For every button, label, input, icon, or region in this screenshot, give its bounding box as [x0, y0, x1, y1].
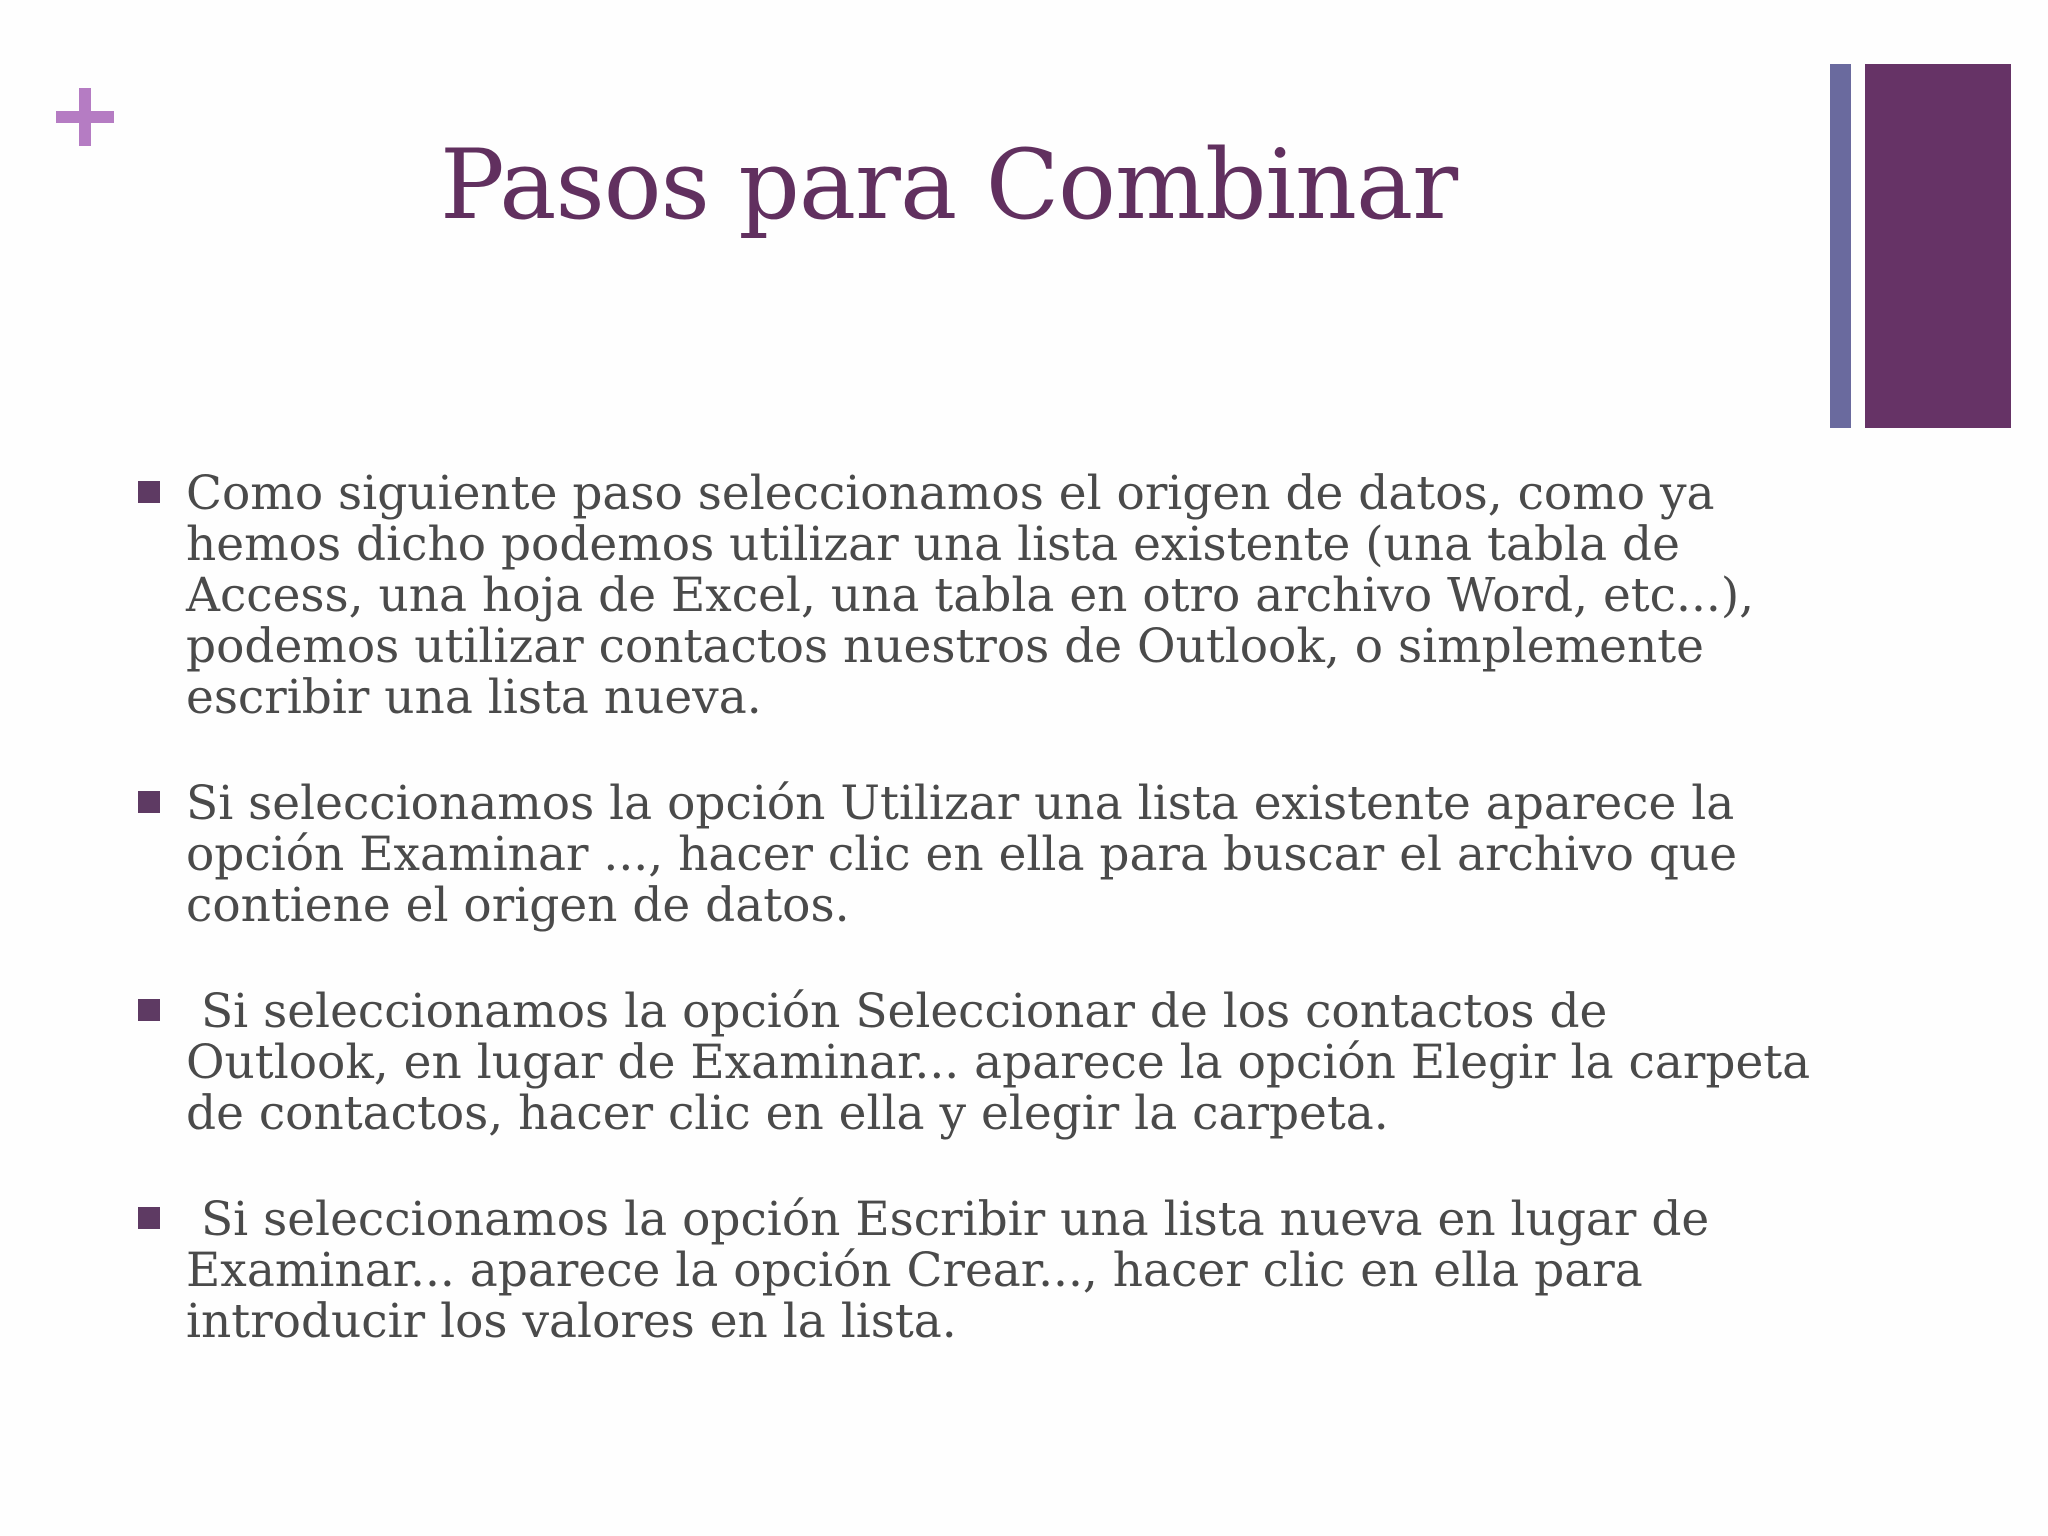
bullet-item [138, 1194, 1818, 1347]
slide-title: Pasos para Combinar [440, 129, 1458, 241]
plus-icon [56, 88, 114, 146]
square-bullet-icon [138, 1207, 160, 1229]
bullet-item [138, 778, 1818, 931]
square-bullet-icon [138, 791, 160, 813]
bullet-text: Como siguiente paso seleccionamos el origen de datos, como ya hemos dicho podemos utilizar una lista existente (una tabla de Access, una hoja de Excel, una tabla en otro archivo Word, etc...), podemos utilizar contactos nuestros de Outlook, o simplemente escribir una lista nueva. [186, 466, 1770, 725]
square-bullet-icon [138, 481, 160, 503]
bullet-text: Si seleccionamos la opción Escribir una lista nueva en lugar de Examinar... aparece la opción Crear..., hacer clic en ella para introducir los valores en la lista. [186, 1192, 1725, 1349]
accent-bar-wide [1865, 64, 2011, 428]
bullet-text: Si seleccionamos la opción Seleccionar de los contactos de Outlook, en lugar de Examinar... aparece la opción Elegir la carpeta de contactos, hacer clic en ella y elegir la carpeta. [186, 984, 1826, 1141]
square-bullet-icon [138, 999, 160, 1021]
bullet-text: Si seleccionamos la opción Utilizar una lista existente aparece la opción Examinar ..., hacer clic en ella para buscar el archivo que contiene el origen de datos. [186, 776, 1752, 933]
plus-icon-vertical [79, 88, 91, 146]
bullet-list [138, 466, 1826, 1402]
bullet-item [138, 984, 1826, 1141]
accent-bar-thin [1830, 64, 1851, 428]
bullet-item [138, 468, 1818, 723]
